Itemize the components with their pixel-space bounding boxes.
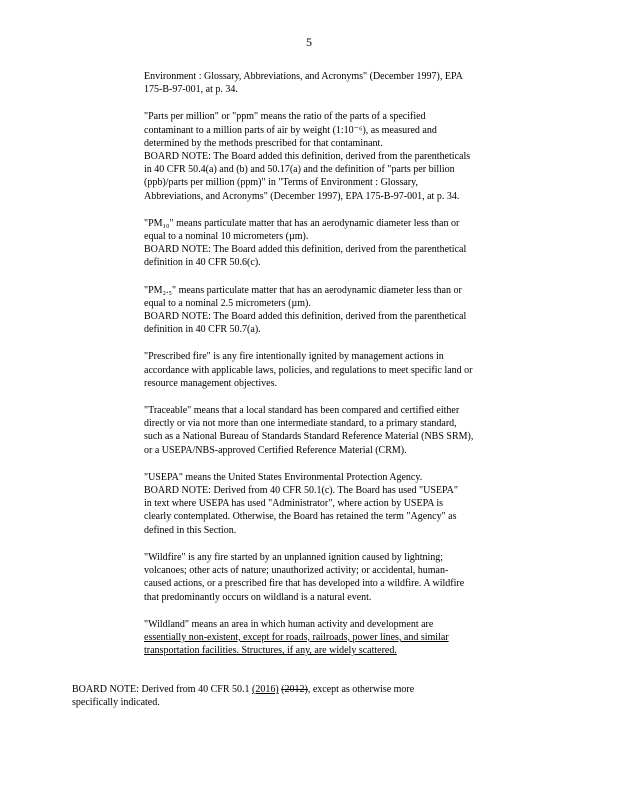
text-line: "Wildfire" is any fire started by an unplanned ignition caused by lightning; xyxy=(144,551,444,563)
page-number: 5 xyxy=(306,35,312,49)
final-board-note xyxy=(72,683,542,709)
inserted-text-line: essentially non-existent, except for roads, railroads, power lines, and similar xyxy=(144,631,449,643)
definition-paragraph xyxy=(144,350,540,390)
text-line: Abbreviations, and Acronyms" (December 1997), EPA 175-B-97-001, at p. 34. xyxy=(144,190,460,202)
text-line: such as a National Bureau of Standards Standard Reference Material (NBS SRM), xyxy=(144,431,474,443)
text-line: contaminant to a million parts of air by weight (1:10⁻⁶), as measured and xyxy=(144,124,437,136)
text-line: defined in this Section. xyxy=(144,524,237,536)
text-line: directly or via not more than one intermediate standard, to a primary standard, xyxy=(144,418,457,430)
text-line: clearly contemplated. Otherwise, the Board has retained the term "Agency" as xyxy=(144,511,457,523)
text-line: resource management objectives. xyxy=(144,377,277,389)
text-line: equal to a nominal 10 micrometers (µm). xyxy=(144,231,309,243)
text-line: caused actions, or a prescribed fire that has developed into a wildfire. A wildfire xyxy=(144,578,465,590)
text-line: determined by the methods prescribed for that contaminant. xyxy=(144,137,383,149)
definition-paragraph xyxy=(144,70,540,96)
text-line: "PM₁₀" means particulate matter that has an aerodynamic diameter less than or xyxy=(144,217,460,229)
definition-paragraph xyxy=(144,284,540,337)
definition-paragraph xyxy=(144,471,540,537)
definition-paragraph xyxy=(144,110,540,202)
note-suffix: , except as otherwise more xyxy=(307,684,415,695)
definitions-section xyxy=(144,70,540,671)
text-line: or a USEPA/NBS-approved Certified Reference Material (CRM). xyxy=(144,444,407,456)
note-line-2: specifically indicated. xyxy=(72,697,160,709)
text-line: BOARD NOTE: Derived from 40 CFR 50.1(c). The Board has used "USEPA" xyxy=(144,485,458,497)
definition-paragraph xyxy=(144,551,540,604)
text-line: in text where USEPA has used "Administrator", where action by USEPA is xyxy=(144,498,444,510)
definition-paragraph xyxy=(144,404,540,457)
definition-paragraph xyxy=(144,217,540,270)
text-line: "Prescribed fire" is any fire intentionally ignited by management actions in xyxy=(144,351,444,363)
text-line: "USEPA" means the United States Environmental Protection Agency. xyxy=(144,471,423,483)
text-line: "Parts per million" or "ppm" means the ratio of the parts of a specified xyxy=(144,111,426,123)
text-line: volcanoes; other acts of nature; unauthorized activity; or accidental, human- xyxy=(144,565,449,577)
inserted-text-line: transportation facilities. Structures, if any, are widely scattered. xyxy=(144,645,397,657)
text-line: that predominantly occurs on wildland is a natural event. xyxy=(144,591,372,603)
text-line: 175-B-97-001, at p. 34. xyxy=(144,84,238,96)
text-line: BOARD NOTE: The Board added this definition, derived from the parenthetical xyxy=(144,311,467,323)
text-line: "Traceable" means that a local standard has been compared and certified either xyxy=(144,405,460,417)
text-line: accordance with applicable laws, policies, and regulations to meet specific land or xyxy=(144,364,473,376)
text-line: "Wildland" means an area in which human activity and development are xyxy=(144,618,434,630)
wildland-definition xyxy=(144,618,540,658)
text-line: in 40 CFR 50.4(a) and (b) and 50.17(a) and the definition of "parts per billion xyxy=(144,164,455,176)
text-line: BOARD NOTE: The Board added this definition, derived from the parenthetical xyxy=(144,244,467,256)
inserted-year: (2016) xyxy=(252,684,279,695)
text-line: "PM₂.₅" means particulate matter that has an aerodynamic diameter less than or xyxy=(144,284,462,296)
text-line: BOARD NOTE: The Board added this definition, derived from the parentheticals xyxy=(144,151,471,163)
note-prefix: BOARD NOTE: Derived from 40 CFR 50.1 xyxy=(72,684,252,695)
text-line: Environment : Glossary, Abbreviations, and Acronyms" (December 1997), EPA xyxy=(144,71,463,82)
deleted-year: (2012) xyxy=(281,684,308,695)
text-line: (ppb)/parts per million (ppm)" in "Terms of Environment : Glossary, xyxy=(144,177,418,189)
text-line: equal to a nominal 2.5 micrometers (µm). xyxy=(144,297,311,309)
text-line: definition in 40 CFR 50.7(a). xyxy=(144,324,261,336)
text-line: definition in 40 CFR 50.6(c). xyxy=(144,257,261,269)
